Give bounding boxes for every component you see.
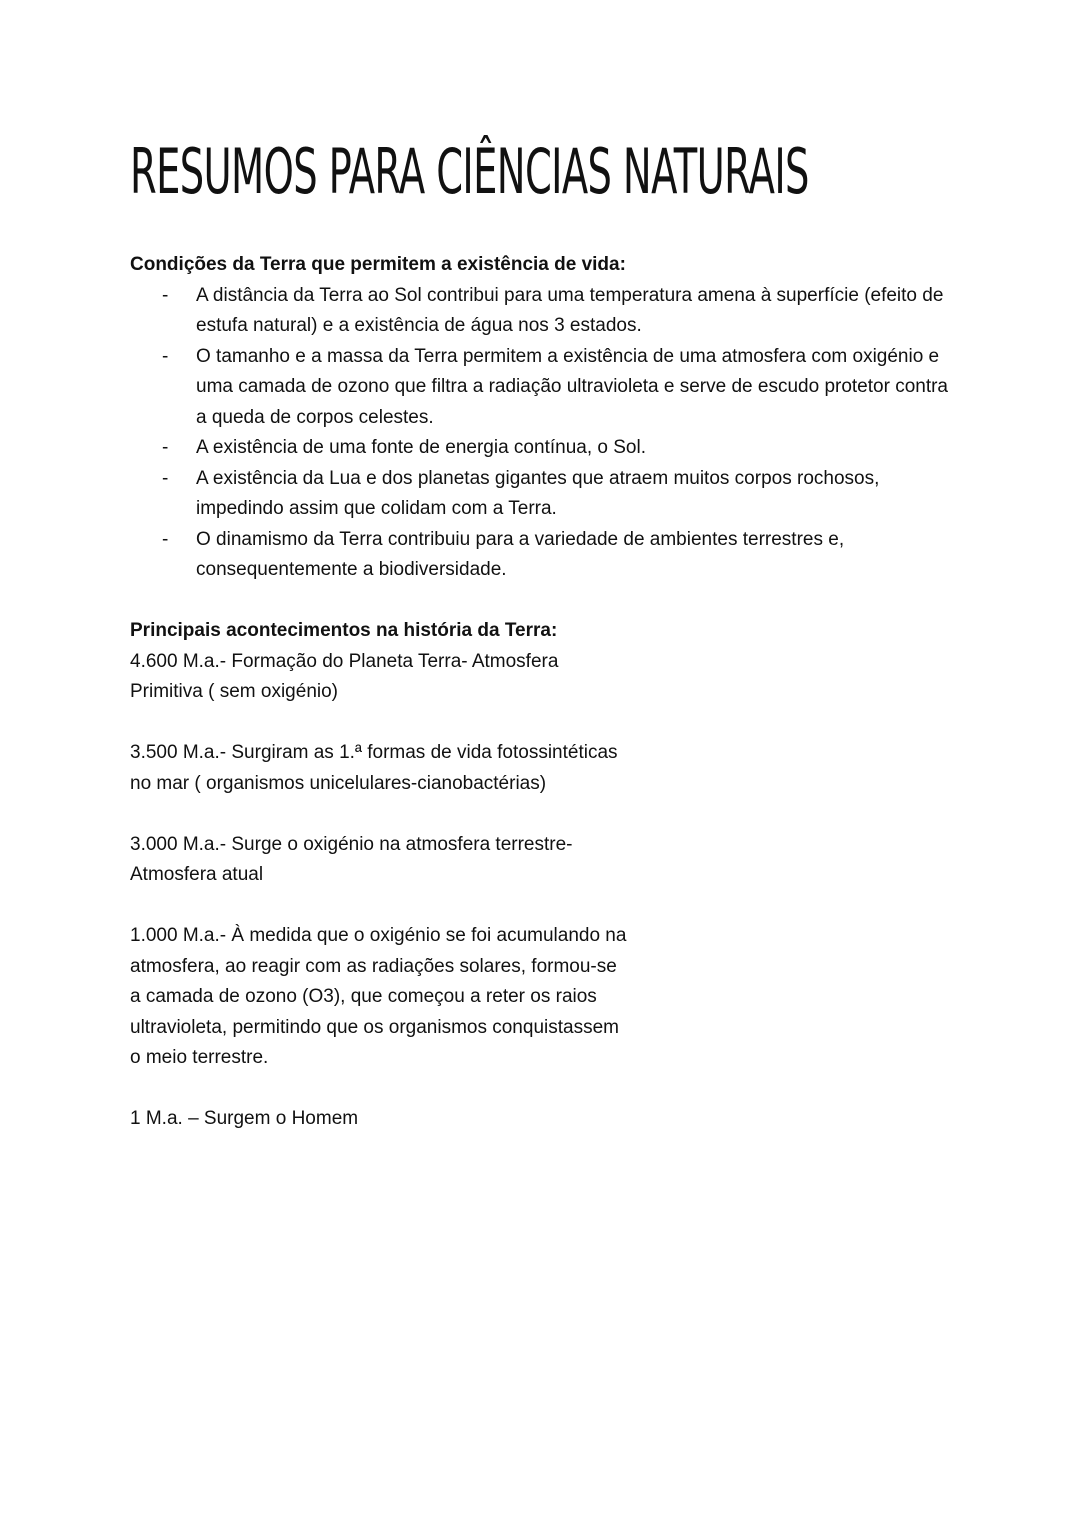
conditions-list bbox=[130, 281, 960, 586]
list-item-text: O tamanho e a massa da Terra permitem a existência de uma atmosfera com oxigénio e uma camada de ozono que filtra a radiação ultravioleta e serve de escudo protetor contra a queda de corpos celestes. bbox=[196, 345, 949, 428]
list-item bbox=[130, 464, 960, 525]
section-heading-history: Principais acontecimentos na história da Terra: bbox=[130, 620, 558, 641]
section-spacer bbox=[130, 586, 960, 617]
list-item-text: A distância da Terra ao Sol contribui para uma temperatura amena à superfície (efeito de estufa natural) e a existência de água nos 3 estados. bbox=[196, 284, 944, 336]
list-item-text: O dinamismo da Terra contribuiu para a variedade de ambientes terrestres e, consequentemente a biodiversidade. bbox=[196, 528, 845, 580]
bullet-dash: - bbox=[162, 467, 169, 489]
list-item-text: A existência de uma fonte de energia contínua, o Sol. bbox=[196, 437, 646, 458]
list-item bbox=[130, 342, 960, 434]
history-events bbox=[130, 647, 630, 1135]
section-heading-conditions: Condições da Terra que permitem a existência de vida: bbox=[130, 254, 626, 275]
list-item bbox=[130, 281, 960, 342]
history-event: 3.500 M.a.- Surgiram as 1.ª formas de vida fotossintéticas no mar ( organismos unicelulares-cianobactérias) bbox=[130, 742, 618, 794]
document-content bbox=[130, 250, 960, 1135]
list-item bbox=[130, 433, 960, 464]
list-item bbox=[130, 525, 960, 586]
history-event: 1.000 M.a.- À medida que o oxigénio se foi acumulando na atmosfera, ao reagir com as radiações solares, formou-se a camada de ozono (O3), que começou a reter os raios ultravioleta, permitindo que os organismos conquistassem o meio terrestre. bbox=[130, 925, 627, 1068]
history-event: 1 M.a. – Surgem o Homem bbox=[130, 1108, 359, 1129]
bullet-dash: - bbox=[162, 345, 169, 367]
history-event: 4.600 M.a.- Formação do Planeta Terra- Atmosfera Primitiva ( sem oxigénio) bbox=[130, 650, 559, 702]
bullet-dash: - bbox=[162, 284, 169, 306]
history-event: 3.000 M.a.- Surge o oxigénio na atmosfera terrestre-Atmosfera atual bbox=[130, 833, 573, 885]
list-item-text: A existência da Lua e dos planetas gigantes que atraem muitos corpos rochosos, impedindo assim que colidam com a Terra. bbox=[196, 467, 880, 519]
bullet-dash: - bbox=[162, 437, 169, 458]
page-title: RESUMOS PARA CIÊNCIAS NATURAIS bbox=[130, 135, 809, 208]
bullet-dash: - bbox=[162, 528, 169, 550]
